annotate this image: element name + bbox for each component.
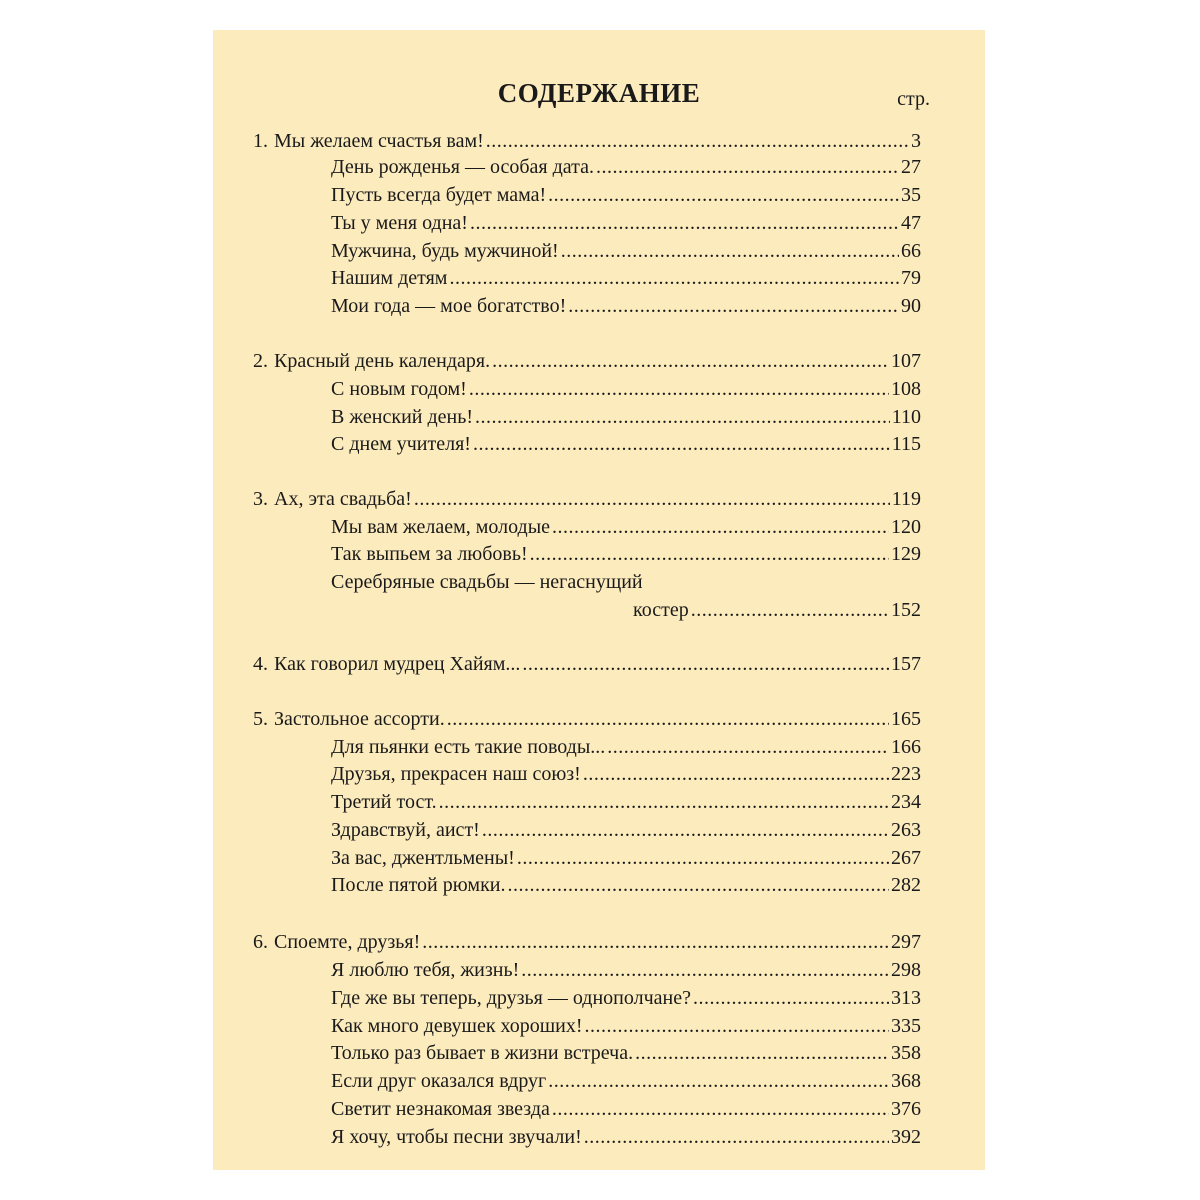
toc-entry-page: 234	[891, 791, 921, 813]
toc-entry	[331, 1013, 921, 1039]
toc-entry	[331, 985, 921, 1011]
toc-entry-page: 152	[891, 599, 921, 621]
page-title: СОДЕРЖАНИЕ	[497, 78, 701, 108]
toc-section-number: 5.	[253, 708, 268, 730]
toc-entry-page: 90	[901, 295, 921, 317]
toc-section-entry	[253, 706, 921, 732]
toc-entry-title: Ах, эта свадьба!	[274, 488, 412, 510]
toc-entry	[331, 182, 921, 208]
toc-entry	[633, 597, 921, 623]
toc-entry-page: 157	[891, 653, 921, 675]
toc-entry-title: Как много девушек хороших!	[331, 1015, 583, 1037]
dot-leader	[521, 957, 889, 983]
toc-entry-page: 108	[891, 378, 921, 400]
toc-entry-title: Светит незнакомая звезда	[331, 1098, 550, 1120]
toc-section-entry	[253, 929, 921, 955]
toc-entry-page: 129	[891, 543, 921, 565]
toc-entry-page: 79	[901, 267, 921, 289]
toc-entry	[331, 293, 921, 319]
toc-entry	[331, 761, 921, 787]
dot-leader	[635, 1040, 889, 1066]
dot-leader	[486, 128, 909, 154]
dot-leader	[552, 1096, 889, 1122]
toc-entry-title: Я хочу, чтобы песни звучали!	[331, 1126, 582, 1148]
dot-leader	[607, 734, 889, 760]
toc-entry	[331, 376, 921, 402]
toc-section-entry	[253, 651, 921, 677]
toc-entry-title: Как говорил мудрец Хайям...	[274, 653, 521, 675]
toc-entry-title: С днем учителя!	[331, 433, 471, 455]
dot-leader	[693, 985, 889, 1011]
toc-entry	[331, 789, 921, 815]
toc-entry-title: Мы вам желаем, молодые	[331, 516, 551, 538]
toc-entry-title: Здравствуй, аист!	[331, 819, 480, 841]
toc-entry-title: Третий тост.	[331, 791, 437, 813]
dot-leader	[473, 431, 890, 457]
dot-leader	[469, 376, 889, 402]
toc-section-entry	[253, 348, 921, 374]
toc-entry-title: День рожденья — особая дата.	[331, 156, 595, 178]
toc-section-number: 4.	[253, 653, 268, 675]
toc-entry-title: Мои года — мое богатство!	[331, 295, 567, 317]
toc-entry-title: Застольное ассорти.	[274, 708, 445, 730]
toc-section-number: 1.	[253, 130, 268, 152]
dot-leader	[422, 929, 889, 955]
toc-entry-title: Друзья, прекрасен наш союз!	[331, 763, 581, 785]
toc-entry	[331, 265, 921, 291]
dot-leader	[583, 761, 889, 787]
toc-entry-page: 120	[891, 516, 921, 538]
toc-entry-title: Так выпьем за любовь!	[331, 543, 528, 565]
toc-entry-title: В женский день!	[331, 406, 474, 428]
toc-entry-title: Для пьянки есть такие поводы...	[331, 736, 606, 758]
toc-entry-page: 282	[891, 874, 921, 896]
toc-entry-page: 263	[891, 819, 921, 841]
toc-section-entry	[253, 486, 921, 512]
dot-leader	[530, 541, 889, 567]
toc-entry-page: 376	[891, 1098, 921, 1120]
toc-entry	[331, 404, 921, 430]
toc-entry-title: С новым годом!	[331, 378, 467, 400]
toc-entry-title: Если друг оказался вдруг	[331, 1070, 547, 1092]
dot-leader	[508, 872, 889, 898]
toc-section-number: 3.	[253, 488, 268, 510]
toc-section-entry	[253, 128, 921, 154]
page-column-label: стр.	[897, 88, 930, 110]
toc-entry-title: За вас, джентльмены!	[331, 847, 515, 869]
toc-entry-page: 115	[891, 433, 921, 455]
toc-entry	[331, 514, 921, 540]
toc-entry	[331, 1040, 921, 1066]
toc-entry-title: Пусть всегда будет мама!	[331, 184, 547, 206]
toc-entry	[331, 1096, 921, 1122]
toc-entry-title: Мы желаем счастья вам!	[274, 130, 484, 152]
toc-entry	[331, 1068, 921, 1094]
toc-entry-page: 223	[891, 763, 921, 785]
dot-leader	[414, 486, 890, 512]
toc-entry	[331, 210, 921, 236]
toc-entry	[331, 238, 921, 264]
toc-entry-title: Красный день календаря.	[274, 350, 491, 372]
toc-entry-page: 27	[901, 156, 921, 178]
toc-entry-title: Я люблю тебя, жизнь!	[331, 959, 520, 981]
table-of-contents	[213, 30, 985, 1170]
dot-leader	[492, 348, 889, 374]
toc-entry	[331, 845, 921, 871]
toc-entry-title: Мужчина, будь мужчиной!	[331, 240, 559, 262]
toc-entry	[331, 154, 921, 180]
toc-entry-page: 35	[901, 184, 921, 206]
dot-leader	[470, 210, 899, 236]
dot-leader	[482, 817, 889, 843]
toc-entry-page: 298	[891, 959, 921, 981]
toc-entry-page: 368	[891, 1070, 921, 1092]
dot-leader	[584, 1124, 889, 1150]
dot-leader	[596, 154, 899, 180]
dot-leader	[522, 651, 889, 677]
dot-leader	[691, 597, 889, 623]
dot-leader	[447, 706, 889, 732]
toc-entry	[331, 817, 921, 843]
dot-leader	[517, 845, 889, 871]
toc-entry	[331, 957, 921, 983]
toc-entry-page: 3	[911, 130, 921, 152]
dot-leader	[548, 182, 899, 208]
toc-entry-page: 166	[891, 736, 921, 758]
dot-leader	[449, 265, 899, 291]
toc-entry-page: 392	[891, 1126, 921, 1148]
toc-entry-title: После пятой рюмки.	[331, 874, 506, 896]
toc-entry-page: 297	[891, 931, 921, 953]
toc-entry-page: 119	[891, 488, 921, 510]
toc-entry-page: 165	[891, 708, 921, 730]
toc-entry-title: Споемте, друзья!	[274, 931, 421, 953]
toc-entry	[331, 1124, 921, 1150]
toc-entry-title: Где же вы теперь, друзья — однополчане?	[331, 987, 691, 1009]
toc-entry-title: костер	[633, 599, 689, 621]
toc-entry	[331, 431, 921, 457]
toc-section-number: 6.	[253, 931, 268, 953]
toc-entry-title: Ты у меня одна!	[331, 212, 468, 234]
dot-leader	[475, 404, 890, 430]
toc-entry	[331, 872, 921, 898]
toc-entry-title: Нашим детям	[331, 267, 448, 289]
dot-leader	[439, 789, 889, 815]
dot-leader	[568, 293, 899, 319]
toc-entry-page: 358	[891, 1042, 921, 1064]
dot-leader	[561, 238, 899, 264]
toc-entry-page: 47	[901, 212, 921, 234]
toc-entry-title-line: Серебряные свадьбы — негаснущий	[331, 571, 643, 593]
toc-entry	[331, 541, 921, 567]
toc-entry-page: 66	[901, 240, 921, 262]
toc-entry-title: Только раз бывает в жизни встреча.	[331, 1042, 634, 1064]
book-page	[213, 30, 985, 1170]
toc-section-number: 2.	[253, 350, 268, 372]
toc-entry-page: 267	[891, 847, 921, 869]
dot-leader	[548, 1068, 889, 1094]
toc-entry	[331, 734, 921, 760]
toc-entry-page: 313	[891, 987, 921, 1009]
dot-leader	[585, 1013, 889, 1039]
toc-entry-page: 335	[891, 1015, 921, 1037]
toc-entry-page: 107	[891, 350, 921, 372]
dot-leader	[552, 514, 889, 540]
toc-entry-page: 110	[891, 406, 921, 428]
